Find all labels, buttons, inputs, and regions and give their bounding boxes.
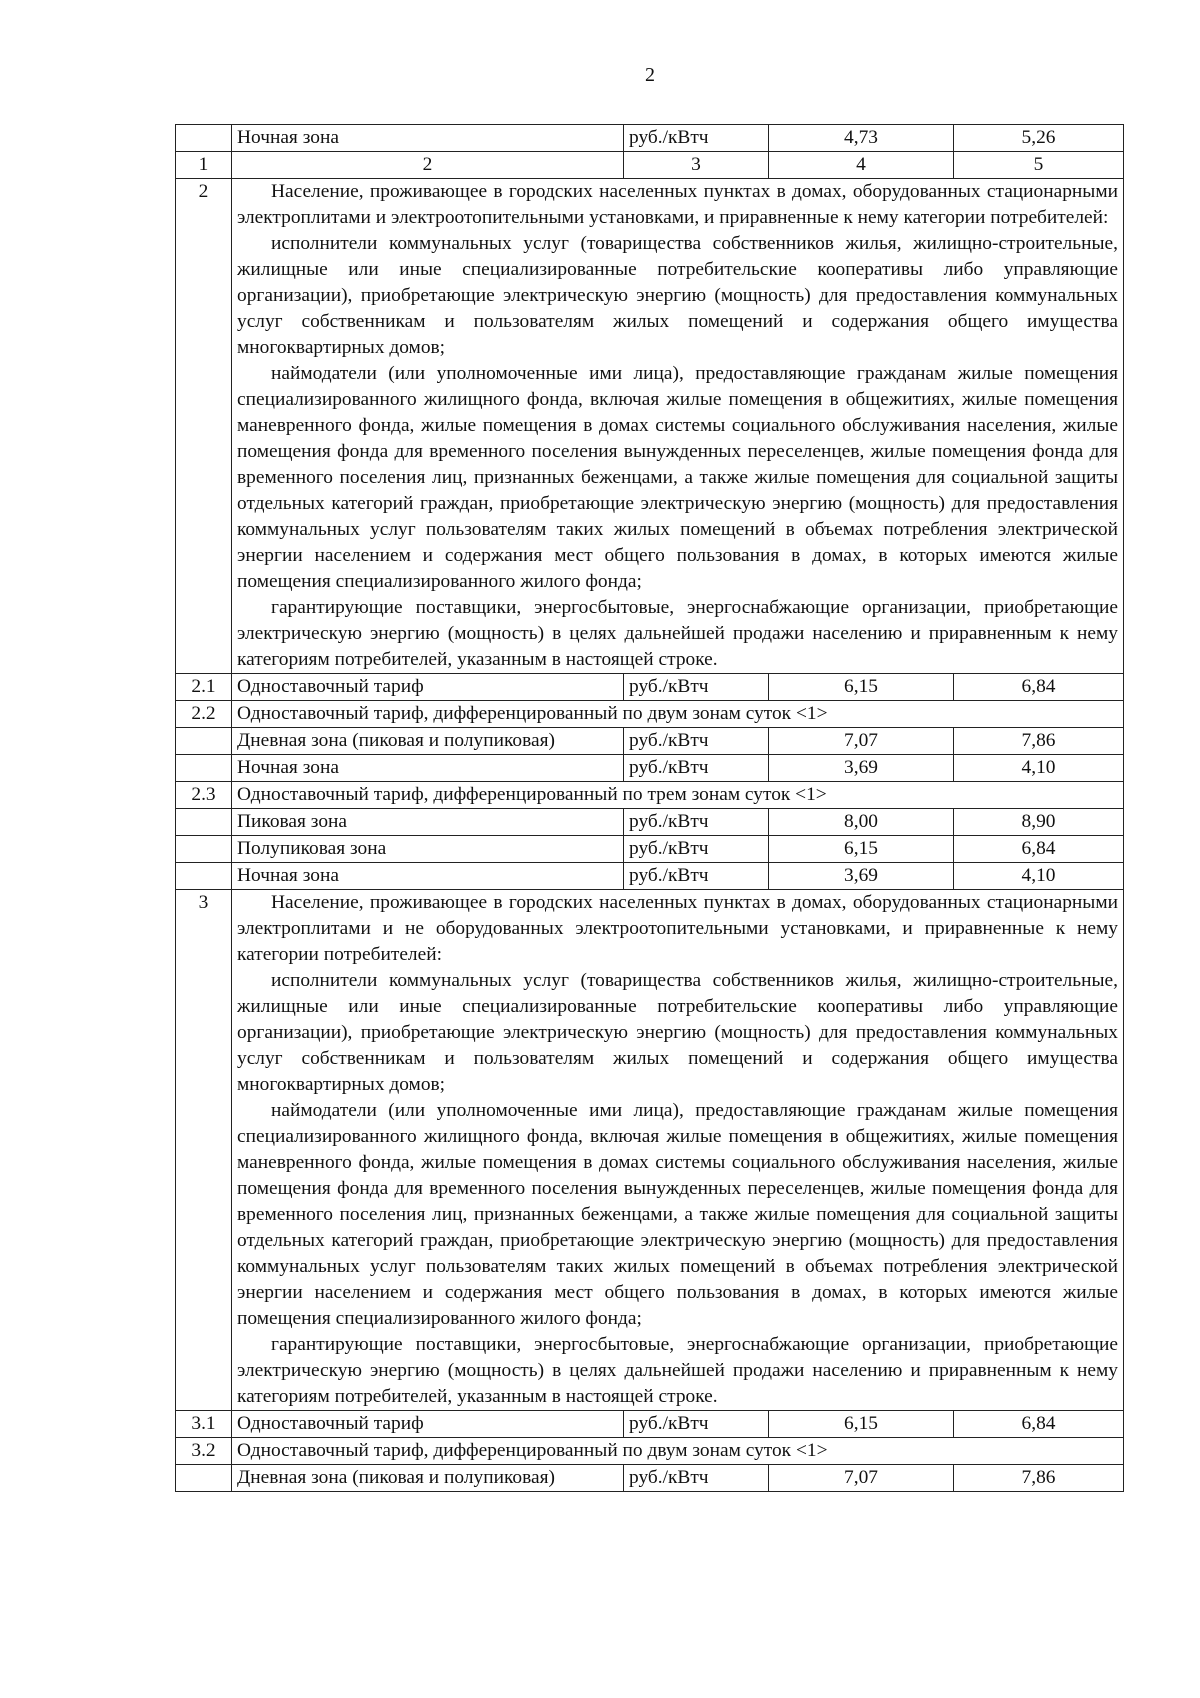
table-row [176, 836, 1124, 863]
column-number-row [176, 152, 1124, 179]
section-paragraph: гарантирующие поставщики, энергосбытовые, энергоснабжающие организации, приобретающие электрическую энергию (мощность) в целях дальнейшей продажи населению и приравненным к нему категориям потребителей, указанным в настоящей строке. [237, 1334, 1118, 1407]
unit-cell: руб./кВтч [624, 863, 769, 890]
value-cell-col4: 8,00 [769, 809, 954, 836]
row-number-cell [176, 125, 232, 152]
section-paragraph: наймодатели (или уполномоченные ими лица), предоставляющие гражданам жилые помещения специализированного жилищного фонда, включая жилые помещения в общежитиях, жилые помещения маневренного фонда, жилые помещения в домах системы социального обслуживания населения, жилые помещения фонда для временного поселения вынужденных переселенцев, жилые помещения фонда для временного поселения лиц, признанных беженцами, а также жилые помещения для социальной защиты отдельных категорий граждан, приобретающие электрическую энергию (мощность) для предоставления коммунальных услуг пользователям таких жилых помещений в объемах потребления электрической энергии населением и содержания мест общего пользования в домах, в которых имеются жилые помещения специализированного жилого фонда; [237, 1100, 1118, 1329]
column-number: 1 [176, 152, 232, 179]
value-cell-col4: 7,07 [769, 1465, 954, 1492]
column-number: 5 [954, 152, 1124, 179]
tariff-label-cell: Полупиковая зона [232, 836, 624, 863]
value-cell-col5: 5,26 [954, 125, 1124, 152]
tariff-label-cell: Ночная зона [232, 125, 624, 152]
value-cell-col4: 4,73 [769, 125, 954, 152]
unit-cell: руб./кВтч [624, 809, 769, 836]
value-cell-col5: 6,84 [954, 1411, 1124, 1438]
row-number-cell [176, 836, 232, 863]
table-row [176, 755, 1124, 782]
row-number-cell: 2.2 [176, 701, 232, 728]
page-number: 2 [645, 64, 655, 86]
row-number-cell: 3 [176, 890, 232, 1411]
table-row [176, 1411, 1124, 1438]
tariff-label-cell: Дневная зона (пиковая и полупиковая) [232, 1465, 624, 1492]
value-cell-col5: 4,10 [954, 863, 1124, 890]
table-row [176, 674, 1124, 701]
table-row [176, 125, 1124, 152]
row-number-cell: 2.3 [176, 782, 232, 809]
tariff-table [175, 124, 1124, 1492]
section-paragraph: наймодатели (или уполномоченные ими лица), предоставляющие гражданам жилые помещения специализированного жилищного фонда, включая жилые помещения в общежитиях, жилые помещения маневренного фонда, жилые помещения в домах системы социального обслуживания населения, жилые помещения фонда для временного поселения вынужденных переселенцев, жилые помещения фонда для временного поселения лиц, признанных беженцами, а также жилые помещения для социальной защиты отдельных категорий граждан, приобретающие электрическую энергию (мощность) для предоставления коммунальных услуг пользователям таких жилых помещений в объемах потребления электрической энергии населением и содержания мест общего пользования в домах, в которых имеются жилые помещения специализированного жилого фонда; [237, 363, 1118, 592]
section-paragraph: Население, проживающее в городских населенных пунктах в домах, оборудованных стационарными электроплитами и не оборудованных электроотопительными установками, и приравненные к нему категории потребителей: [237, 892, 1118, 965]
unit-cell: руб./кВтч [624, 836, 769, 863]
row-number-cell [176, 863, 232, 890]
section-description [232, 890, 1124, 1411]
column-number: 4 [769, 152, 954, 179]
section-row-3 [176, 890, 1124, 1411]
tariff-label-cell: Одноставочный тариф [232, 674, 624, 701]
unit-cell: руб./кВтч [624, 1411, 769, 1438]
section-paragraph: исполнители коммунальных услуг (товарищества собственников жилья, жилищно-строительные, жилищные или иные специализированные потребительские кооперативы либо управляющие организации), приобретающие электрическую энергию (мощность) для предоставления коммунальных услуг собственникам и пользователям жилых помещений и содержания общего имущества многоквартирных домов; [237, 233, 1118, 358]
table-row [176, 863, 1124, 890]
value-cell-col5: 6,84 [954, 674, 1124, 701]
row-number-cell [176, 728, 232, 755]
tariff-label-cell: Дневная зона (пиковая и полупиковая) [232, 728, 624, 755]
value-cell-col4: 6,15 [769, 674, 954, 701]
tariff-label-cell: Ночная зона [232, 863, 624, 890]
value-cell-col5: 8,90 [954, 809, 1124, 836]
column-number: 3 [624, 152, 769, 179]
row-number-cell: 2 [176, 179, 232, 674]
tariff-label-cell: Одноставочный тариф [232, 1411, 624, 1438]
row-number-cell: 3.2 [176, 1438, 232, 1465]
unit-cell: руб./кВтч [624, 755, 769, 782]
row-number-cell [176, 755, 232, 782]
table-row [176, 782, 1124, 809]
section-row-2 [176, 179, 1124, 674]
table-row [176, 728, 1124, 755]
unit-cell: руб./кВтч [624, 728, 769, 755]
unit-cell: руб./кВтч [624, 1465, 769, 1492]
table-row [176, 1465, 1124, 1492]
unit-cell: руб./кВтч [624, 674, 769, 701]
table-row [176, 701, 1124, 728]
value-cell-col5: 6,84 [954, 836, 1124, 863]
section-paragraph: гарантирующие поставщики, энергосбытовые, энергоснабжающие организации, приобретающие электрическую энергию (мощность) в целях дальнейшей продажи населению и приравненным к нему категориям потребителей, указанным в настоящей строке. [237, 597, 1118, 670]
table-row [176, 1438, 1124, 1465]
column-number: 2 [232, 152, 624, 179]
value-cell-col4: 3,69 [769, 863, 954, 890]
value-cell-col4: 7,07 [769, 728, 954, 755]
row-number-cell [176, 809, 232, 836]
value-cell-col4: 6,15 [769, 836, 954, 863]
value-cell-col5: 7,86 [954, 728, 1124, 755]
subsection-heading: Одноставочный тариф, дифференцированный по трем зонам суток <1> [232, 782, 1124, 809]
unit-cell: руб./кВтч [624, 125, 769, 152]
value-cell-col5: 4,10 [954, 755, 1124, 782]
table-row [176, 809, 1124, 836]
tariff-label-cell: Пиковая зона [232, 809, 624, 836]
row-number-cell: 2.1 [176, 674, 232, 701]
subsection-heading: Одноставочный тариф, дифференцированный по двум зонам суток <1> [232, 1438, 1124, 1465]
value-cell-col4: 6,15 [769, 1411, 954, 1438]
tariff-label-cell: Ночная зона [232, 755, 624, 782]
section-description [232, 179, 1124, 674]
section-paragraph: исполнители коммунальных услуг (товарищества собственников жилья, жилищно-строительные, жилищные или иные специализированные потребительские кооперативы либо управляющие организации), приобретающие электрическую энергию (мощность) для предоставления коммунальных услуг собственникам и пользователям жилых помещений и содержания общего имущества многоквартирных домов; [237, 970, 1118, 1095]
subsection-heading: Одноставочный тариф, дифференцированный по двум зонам суток <1> [232, 701, 1124, 728]
row-number-cell [176, 1465, 232, 1492]
value-cell-col4: 3,69 [769, 755, 954, 782]
row-number-cell: 3.1 [176, 1411, 232, 1438]
section-paragraph: Население, проживающее в городских населенных пунктах в домах, оборудованных стационарными электроплитами и электроотопительными установками, и приравненные к нему категории потребителей: [237, 181, 1118, 228]
value-cell-col5: 7,86 [954, 1465, 1124, 1492]
